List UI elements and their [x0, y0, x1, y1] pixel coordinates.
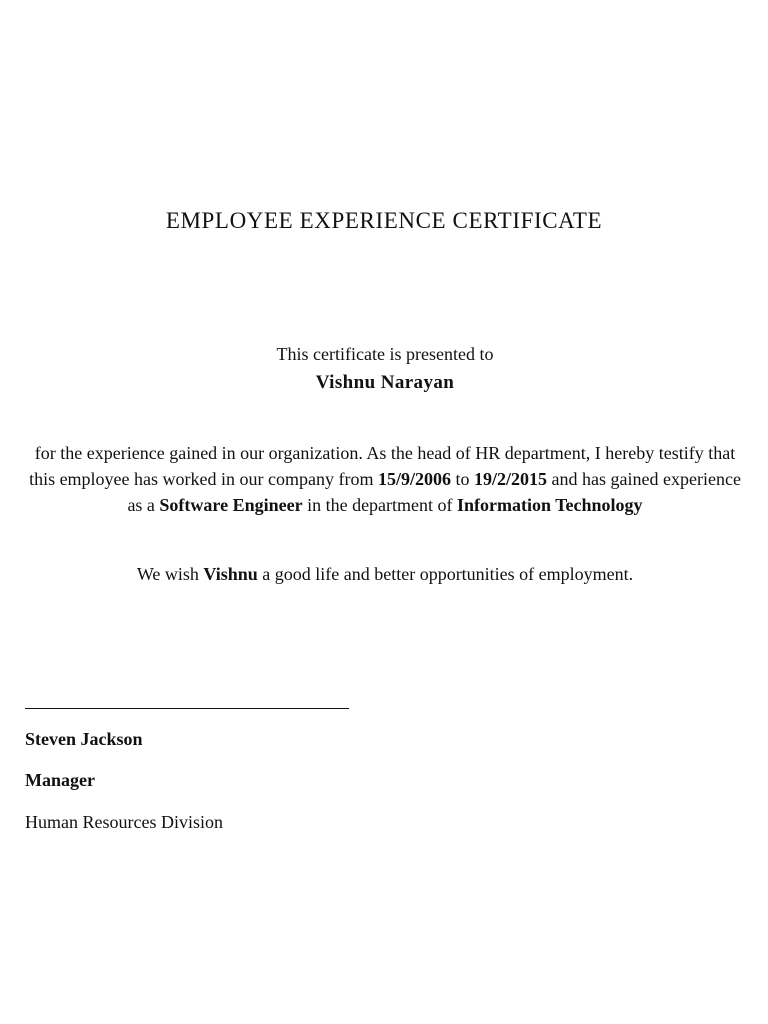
testimony-text-1: for the experience gained in our organization. As the head of HR department, I hereby testify that this employee has worked in our company from: [29, 443, 736, 489]
signer-role: Manager: [25, 770, 95, 790]
testimony-text-3: and has gained experience as a: [127, 469, 741, 515]
testimony-text-2: to: [451, 469, 475, 489]
certificate-title: EMPLOYEE EXPERIENCE CERTIFICATE: [165, 208, 603, 233]
wish-paragraph: [0, 564, 768, 585]
start-date: 15/9/2006: [377, 469, 451, 489]
signer-name: Steven Jackson: [25, 729, 143, 749]
department-name: Information Technology: [457, 495, 643, 515]
end-date: 19/2/2015: [474, 469, 548, 489]
wish-name: Vishnu: [203, 564, 258, 584]
testimony-text-4: in the department of: [302, 495, 458, 515]
testimony-paragraph: [20, 440, 750, 518]
recipient-name: Vishnu Narayan: [315, 372, 455, 393]
wish-prefix: We wish: [136, 564, 204, 584]
signature-line: [25, 708, 349, 709]
position-title: Software Engineer: [159, 495, 303, 515]
presented-text: This certificate is presented to: [276, 344, 494, 364]
wish-suffix: a good life and better opportunities of employment.: [257, 564, 634, 584]
signer-division: Human Resources Division: [25, 812, 223, 832]
